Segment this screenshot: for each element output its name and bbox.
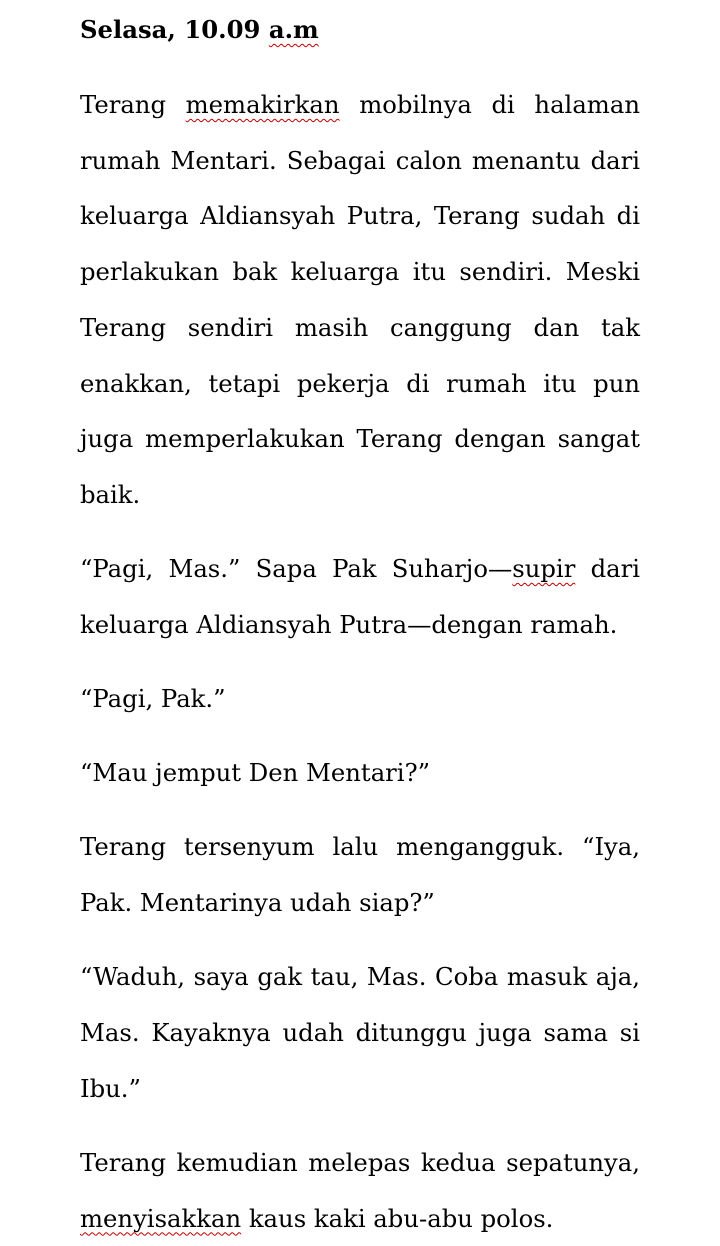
paragraph-text: Terang tersenyum lalu mengangguk. “Iya, Pak. Mentarinya udah siap?” (80, 832, 640, 918)
paragraph-text: kaus kaki abu-abu polos. (241, 1203, 554, 1233)
spellcheck-flagged-word: memakirkan (185, 90, 340, 119)
paragraph-6 (80, 949, 640, 1116)
paragraph-2 (80, 541, 640, 652)
paragraph-7 (80, 1135, 640, 1246)
paragraph-text: “Pagi, Mas.” Sapa Pak Suharjo— (80, 554, 513, 584)
spellcheck-flagged-word: a.m (268, 15, 319, 44)
paragraph-text: “Pagi, Pak.” (80, 684, 226, 714)
paragraph-text: Terang kemudian melepas kedua sepatunya, (80, 1147, 640, 1177)
paragraph-text: “Waduh, saya gak tau, Mas. Coba masuk aja, Mas. Kayaknya udah ditunggu juga sama si Ibu.” (80, 962, 640, 1103)
document-page (80, 14, 640, 1246)
paragraph-text: mobilnya di halaman rumah Mentari. Sebagai calon menantu dari keluarga Aldiansyah Putra, Terang sudah di perlakukan bak keluarga itu sendiri. Meski Terang sendiri masih canggung dan tak enakkan, tetapi pekerja di rumah itu pun juga memperlakukan Terang dengan sangat baik. (80, 90, 640, 509)
document-heading (80, 14, 640, 46)
spellcheck-flagged-word: supir (512, 554, 576, 584)
paragraph-4 (80, 745, 640, 801)
paragraph-text: Terang (80, 90, 186, 119)
paragraph-5 (80, 819, 640, 930)
paragraph-3 (80, 671, 640, 727)
paragraph-text: dari keluarga Aldiansyah Putra—dengan ramah. (80, 554, 640, 639)
heading-date-time: Selasa, 10.09 (80, 15, 269, 44)
paragraph-1 (80, 77, 640, 523)
paragraph-text: “Mau jemput Den Mentari?” (80, 758, 431, 788)
spellcheck-flagged-word: menyisakkan (80, 1203, 242, 1233)
